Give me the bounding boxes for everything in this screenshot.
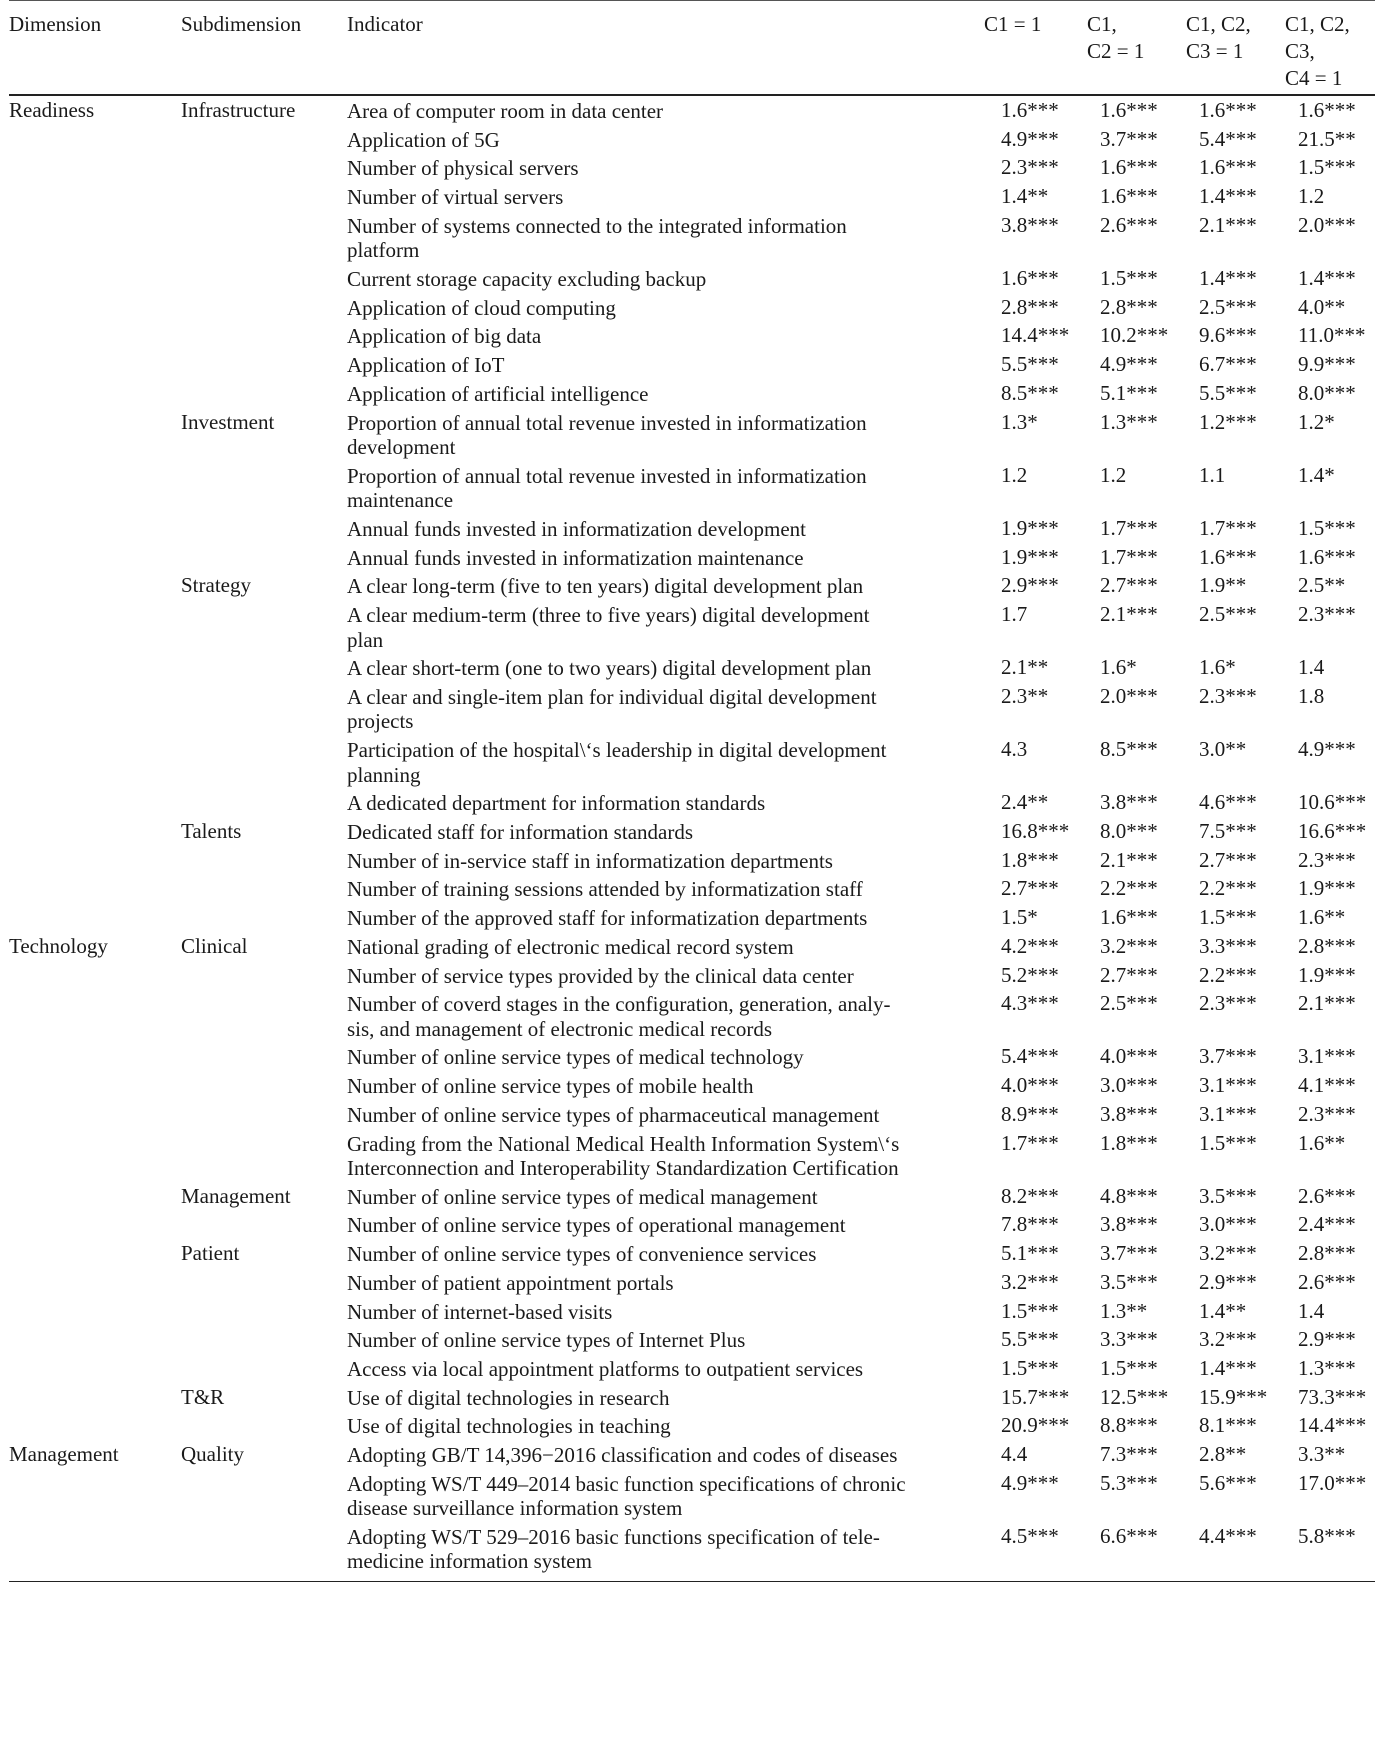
value-cell-c3: 1.4***: [1199, 266, 1257, 290]
value-cell-c1: 1.7: [1001, 602, 1028, 626]
table-row: [9, 876, 1375, 905]
indicator-cell: Number of training sessions attended by informatization staff: [347, 877, 863, 902]
value-cell-c3: 1.7***: [1199, 515, 1257, 540]
value-cell-c4: 1.2: [1298, 184, 1325, 209]
value-cell-c4: 1.2*: [1298, 409, 1335, 434]
value-cell-c1: 4.3***: [1001, 991, 1059, 1016]
results-table: [9, 0, 1375, 1574]
value-cell-c3: 1.6***: [1199, 544, 1257, 569]
value-cell-c4: 2.6***: [1298, 1183, 1356, 1208]
value-cell-c2: 2.5***: [1100, 991, 1158, 1016]
value-cell-c3: 8.1***: [1199, 1413, 1257, 1438]
value-cell-c3: 2.5***: [1199, 294, 1257, 319]
value-cell-c4: 21.5**: [1298, 126, 1356, 151]
value-cell-c3: 3.0***: [1199, 1212, 1257, 1237]
table-row: [9, 381, 1375, 410]
indicator-cell: Annual funds invested in informatization maintenance: [347, 545, 804, 570]
value-cell-c1: 2.9***: [1001, 573, 1059, 598]
value-cell-c2: 5.1***: [1100, 380, 1158, 405]
value-cell-c1: 2.7***: [1001, 876, 1059, 901]
value-cell-c3: 2.2***: [1199, 876, 1257, 901]
table-row: [9, 266, 1375, 295]
value-cell-c3: 1.6***: [1199, 155, 1257, 180]
value-cell-c1: 4.9***: [1001, 1470, 1059, 1495]
table-row: [9, 1442, 1375, 1471]
value-cell-c4: 4.9***: [1298, 737, 1356, 762]
table-row: [9, 655, 1375, 684]
value-cell-c3: 1.4**: [1199, 1298, 1247, 1323]
value-cell-c2: 2.6***: [1100, 212, 1158, 237]
value-cell-c4: 2.0***: [1298, 212, 1356, 237]
value-cell-c3: 2.7***: [1199, 847, 1257, 872]
indicator-cell: A clear medium-term (three to five years) digital development plan: [347, 603, 870, 652]
value-cell-c4: 2.8***: [1298, 1241, 1356, 1266]
value-cell-c4: 1.9***: [1298, 962, 1356, 987]
value-cell-c3: 3.2***: [1199, 1241, 1257, 1266]
value-cell-c4: 2.4***: [1298, 1212, 1356, 1237]
table-row: [9, 1241, 1375, 1270]
table-row: [9, 790, 1375, 819]
value-cell-c2: 6.6***: [1100, 1523, 1158, 1548]
indicator-cell: Number of online service types of operational management: [347, 1213, 846, 1238]
value-cell-c1: 2.8***: [1001, 294, 1059, 319]
table-row: [9, 127, 1375, 156]
indicator-cell: Number of physical servers: [347, 156, 579, 181]
header-dimension: Dimension: [9, 12, 102, 36]
value-cell-c2: 1.7***: [1100, 544, 1158, 569]
value-cell-c2: 1.3***: [1100, 409, 1158, 434]
indicator-cell: Participation of the hospital\‘s leadership in digital development planning: [347, 738, 887, 787]
value-cell-c1: 1.4**: [1001, 184, 1049, 209]
value-cell-c2: 2.7***: [1100, 962, 1158, 987]
indicator-cell: Application of cloud computing: [347, 295, 616, 320]
top-rule: [9, 0, 1375, 1]
value-cell-c4: 1.5***: [1298, 515, 1356, 540]
value-cell-c4: 1.4: [1298, 655, 1325, 680]
value-cell-c3: 1.6*: [1199, 655, 1236, 680]
value-cell-c2: 3.8***: [1100, 1101, 1158, 1126]
value-cell-c2: 1.2: [1100, 462, 1127, 487]
value-cell-c2: 5.3***: [1100, 1470, 1158, 1495]
value-cell-c3: 2.8**: [1199, 1442, 1247, 1466]
subdimension-cell: Investment: [181, 409, 275, 434]
value-cell-c3: 2.3***: [1199, 991, 1257, 1016]
table-row: [9, 737, 1375, 790]
value-cell-c4: 4.1***: [1298, 1073, 1356, 1098]
value-cell-c2: 8.0***: [1100, 819, 1158, 843]
indicator-cell: Number of the approved staff for informatization departments: [347, 906, 868, 931]
value-cell-c4: 4.0**: [1298, 294, 1346, 319]
value-cell-c4: 73.3***: [1298, 1384, 1367, 1409]
table-row: [9, 1471, 1375, 1524]
value-cell-c4: 10.6***: [1298, 790, 1367, 815]
table-row: [9, 98, 1375, 127]
indicator-cell: Number of systems connected to the integrated information platform: [347, 213, 847, 263]
value-cell-c1: 5.4***: [1001, 1044, 1059, 1069]
subdimension-cell: Patient: [181, 1241, 240, 1266]
indicator-cell: Proportion of annual total revenue invested in informatization development: [347, 410, 867, 459]
value-cell-c1: 4.9***: [1001, 126, 1059, 151]
value-cell-c2: 1.6***: [1100, 98, 1158, 122]
value-cell-c4: 2.1***: [1298, 991, 1356, 1016]
value-cell-c1: 1.5*: [1001, 905, 1038, 930]
table-row: [9, 352, 1375, 381]
indicator-cell: Dedicated staff for information standards: [347, 820, 693, 844]
indicator-cell: A clear and single-item plan for individual digital development projects: [347, 684, 877, 734]
table-row: [9, 1524, 1375, 1577]
indicator-cell: National grading of electronic medical record system: [347, 934, 794, 959]
value-cell-c4: 9.9***: [1298, 352, 1356, 377]
header-c1: C1 = 1: [984, 12, 1042, 36]
value-cell-c1: 1.5***: [1001, 1298, 1059, 1323]
value-cell-c1: 4.0***: [1001, 1073, 1059, 1098]
header-c4: C1, C2, C3, C4 = 1: [1285, 12, 1350, 90]
value-cell-c1: 1.3*: [1001, 409, 1038, 434]
value-cell-c3: 3.7***: [1199, 1044, 1257, 1069]
value-cell-c1: 5.1***: [1001, 1241, 1059, 1266]
header-indicator: Indicator: [347, 12, 423, 36]
value-cell-c1: 4.3: [1001, 737, 1028, 762]
value-cell-c1: 1.8***: [1001, 847, 1059, 872]
value-cell-c4: 1.4*: [1298, 462, 1335, 487]
table-row: [9, 991, 1375, 1044]
indicator-cell: Access via local appointment platforms to outpatient services: [347, 1356, 864, 1381]
value-cell-c1: 2.3***: [1001, 155, 1059, 180]
indicator-cell: Adopting WS/T 449–2014 basic function specifications of chronic disease surveillance information system: [347, 1471, 906, 1521]
value-cell-c3: 5.4***: [1199, 126, 1257, 151]
subdimension-cell: Strategy: [181, 573, 251, 598]
indicator-cell: Number of online service types of pharmaceutical management: [347, 1102, 880, 1127]
table-row: [9, 602, 1375, 655]
indicator-cell: Application of IoT: [347, 353, 505, 378]
value-cell-c2: 3.7***: [1100, 1241, 1158, 1266]
value-cell-c2: 3.3***: [1100, 1327, 1158, 1352]
indicator-cell: Use of digital technologies in teaching: [347, 1414, 671, 1439]
value-cell-c1: 4.5***: [1001, 1523, 1059, 1548]
value-cell-c4: 1.9***: [1298, 876, 1356, 901]
indicator-cell: Application of big data: [347, 324, 542, 349]
value-cell-c2: 4.9***: [1100, 352, 1158, 377]
dimension-cell: Management: [9, 1442, 119, 1466]
table-row: [9, 1184, 1375, 1213]
table-row: [9, 1327, 1375, 1356]
header-c2: C1, C2 = 1: [1087, 12, 1145, 63]
value-cell-c4: 8.0***: [1298, 380, 1356, 405]
value-cell-c2: 3.0***: [1100, 1073, 1158, 1098]
indicator-cell: Number of virtual servers: [347, 185, 564, 210]
value-cell-c2: 1.6***: [1100, 905, 1158, 930]
value-cell-c1: 1.9***: [1001, 515, 1059, 540]
value-cell-c1: 1.9***: [1001, 544, 1059, 569]
value-cell-c1: 20.9***: [1001, 1413, 1070, 1438]
value-cell-c4: 2.5**: [1298, 573, 1346, 598]
value-cell-c4: 1.6***: [1298, 98, 1356, 122]
indicator-cell: Annual funds invested in informatization development: [347, 516, 806, 541]
value-cell-c4: 16.6***: [1298, 819, 1367, 843]
indicator-cell: Number of patient appointment portals: [347, 1270, 674, 1295]
subdimension-cell: T&R: [181, 1384, 225, 1409]
indicator-cell: Number of online service types of mobile health: [347, 1074, 754, 1099]
indicator-cell: A clear long-term (five to ten years) digital development plan: [347, 574, 864, 599]
table-row: [9, 1131, 1375, 1184]
table-row: [9, 573, 1375, 602]
table-row: [9, 1385, 1375, 1414]
value-cell-c2: 3.7***: [1100, 126, 1158, 151]
value-cell-c3: 1.2***: [1199, 409, 1257, 434]
value-cell-c3: 3.1***: [1199, 1101, 1257, 1126]
value-cell-c2: 1.7***: [1100, 515, 1158, 540]
subdimension-cell: Infrastructure: [181, 98, 296, 122]
table-row: [9, 213, 1375, 266]
indicator-cell: A clear short-term (one to two years) digital development plan: [347, 656, 872, 681]
table-row: [9, 1270, 1375, 1299]
value-cell-c1: 2.3**: [1001, 683, 1049, 708]
value-cell-c3: 5.5***: [1199, 380, 1257, 405]
indicator-cell: Number of online service types of medical management: [347, 1184, 818, 1209]
value-cell-c3: 2.9***: [1199, 1269, 1257, 1294]
value-cell-c3: 1.9**: [1199, 573, 1247, 598]
value-cell-c4: 2.3***: [1298, 847, 1356, 872]
value-cell-c3: 7.5***: [1199, 819, 1257, 843]
table-row: [9, 934, 1375, 963]
indicator-cell: Adopting GB/T 14,396−2016 classification and codes of diseases: [347, 1443, 898, 1467]
indicator-cell: A dedicated department for information standards: [347, 791, 766, 816]
value-cell-c3: 2.2***: [1199, 962, 1257, 987]
value-cell-c3: 5.6***: [1199, 1470, 1257, 1495]
value-cell-c4: 1.5***: [1298, 155, 1356, 180]
value-cell-c2: 3.2***: [1100, 933, 1158, 958]
indicator-cell: Grading from the National Medical Health Information System\‘s Interconnection and Interoperability Standardization Certification: [347, 1131, 900, 1180]
value-cell-c2: 3.8***: [1100, 790, 1158, 815]
header-c3: C1, C2, C3 = 1: [1186, 12, 1251, 63]
value-cell-c1: 3.8***: [1001, 212, 1059, 237]
value-cell-c1: 5.2***: [1001, 962, 1059, 987]
value-cell-c1: 8.9***: [1001, 1101, 1059, 1126]
value-cell-c3: 1.1: [1199, 462, 1226, 487]
value-cell-c2: 1.3**: [1100, 1298, 1148, 1323]
indicator-cell: Number of internet-based visits: [347, 1299, 613, 1324]
table-row: [9, 819, 1375, 848]
value-cell-c2: 1.5***: [1100, 266, 1158, 290]
value-cell-c4: 1.6**: [1298, 1130, 1346, 1155]
header-subdimension: Subdimension: [181, 12, 302, 36]
value-cell-c1: 1.6***: [1001, 266, 1059, 290]
indicator-cell: Number of service types provided by the clinical data center: [347, 963, 854, 988]
value-cell-c3: 1.4***: [1199, 1355, 1257, 1380]
value-cell-c1: 2.4**: [1001, 790, 1049, 815]
value-cell-c3: 3.2***: [1199, 1327, 1257, 1352]
value-cell-c3: 3.5***: [1199, 1183, 1257, 1208]
table-row: [9, 516, 1375, 545]
table-row: [9, 684, 1375, 737]
table-row: [9, 963, 1375, 992]
value-cell-c3: 2.3***: [1199, 683, 1257, 708]
value-cell-c1: 1.5***: [1001, 1355, 1059, 1380]
value-cell-c3: 2.5***: [1199, 602, 1257, 626]
value-cell-c2: 4.8***: [1100, 1183, 1158, 1208]
table-row: [9, 410, 1375, 463]
table-row: [9, 848, 1375, 877]
value-cell-c1: 4.4: [1001, 1442, 1028, 1466]
value-cell-c2: 10.2***: [1100, 323, 1169, 348]
value-cell-c2: 1.5***: [1100, 1355, 1158, 1380]
indicator-cell: Application of artificial intelligence: [347, 381, 649, 406]
value-cell-c2: 2.7***: [1100, 573, 1158, 598]
indicator-cell: Number of in-service staff in informatization departments: [347, 848, 833, 873]
value-cell-c4: 1.4***: [1298, 266, 1356, 290]
value-cell-c1: 5.5***: [1001, 352, 1059, 377]
value-cell-c4: 2.3***: [1298, 1101, 1356, 1126]
value-cell-c2: 2.0***: [1100, 683, 1158, 708]
value-cell-c4: 14.4***: [1298, 1413, 1367, 1438]
value-cell-c1: 4.2***: [1001, 933, 1059, 958]
value-cell-c2: 1.6***: [1100, 155, 1158, 180]
table-row: [9, 1356, 1375, 1385]
subdimension-cell: Talents: [181, 819, 242, 843]
value-cell-c4: 17.0***: [1298, 1470, 1367, 1495]
indicator-cell: Current storage capacity excluding backup: [347, 267, 707, 291]
value-cell-c4: 1.3***: [1298, 1355, 1356, 1380]
value-cell-c3: 3.3***: [1199, 933, 1257, 958]
table-row: [9, 1044, 1375, 1073]
subdimension-cell: Management: [181, 1183, 291, 1208]
value-cell-c4: 5.8***: [1298, 1523, 1356, 1548]
table-row: [9, 905, 1375, 934]
indicator-cell: Adopting WS/T 529–2016 basic functions specification of tele- medicine information system: [347, 1524, 880, 1574]
value-cell-c2: 3.8***: [1100, 1212, 1158, 1237]
value-cell-c1: 1.2: [1001, 462, 1028, 487]
value-cell-c1: 8.2***: [1001, 1183, 1059, 1208]
value-cell-c3: 3.1***: [1199, 1073, 1257, 1098]
value-cell-c4: 1.6***: [1298, 544, 1356, 569]
value-cell-c1: 1.7***: [1001, 1130, 1059, 1155]
table-row: [9, 323, 1375, 352]
value-cell-c3: 1.5***: [1199, 1130, 1257, 1155]
value-cell-c1: 15.7***: [1001, 1384, 1070, 1409]
table-row: [9, 1212, 1375, 1241]
dimension-cell: Technology: [9, 933, 108, 958]
value-cell-c3: 4.4***: [1199, 1523, 1257, 1548]
dimension-cell: Readiness: [9, 98, 95, 122]
value-cell-c1: 7.8***: [1001, 1212, 1059, 1237]
value-cell-c2: 2.1***: [1100, 847, 1158, 872]
value-cell-c2: 2.2***: [1100, 876, 1158, 901]
value-cell-c3: 1.5***: [1199, 905, 1257, 930]
value-cell-c4: 3.3**: [1298, 1442, 1346, 1466]
indicator-cell: Number of online service types of Internet Plus: [347, 1328, 746, 1353]
table-row: [9, 463, 1375, 516]
value-cell-c1: 1.6***: [1001, 98, 1059, 122]
value-cell-c4: 1.8: [1298, 683, 1325, 708]
value-cell-c2: 8.5***: [1100, 737, 1158, 762]
value-cell-c2: 7.3***: [1100, 1442, 1158, 1466]
value-cell-c2: 1.6***: [1100, 184, 1158, 209]
value-cell-c3: 6.7***: [1199, 352, 1257, 377]
value-cell-c1: 5.5***: [1001, 1327, 1059, 1352]
value-cell-c2: 2.1***: [1100, 602, 1158, 626]
subdimension-cell: Quality: [181, 1442, 244, 1466]
value-cell-c2: 12.5***: [1100, 1384, 1169, 1409]
table-row: [9, 545, 1375, 574]
indicator-cell: Number of online service types of convenience services: [347, 1242, 817, 1267]
value-cell-c4: 2.9***: [1298, 1327, 1356, 1352]
value-cell-c2: 3.5***: [1100, 1269, 1158, 1294]
table-row: [9, 295, 1375, 324]
value-cell-c3: 9.6***: [1199, 323, 1257, 348]
table-row: [9, 1413, 1375, 1442]
bottom-rule: [9, 1581, 1375, 1582]
value-cell-c1: 14.4***: [1001, 323, 1070, 348]
value-cell-c4: 2.8***: [1298, 933, 1356, 958]
indicator-cell: Application of 5G: [347, 127, 500, 152]
value-cell-c2: 1.8***: [1100, 1130, 1158, 1155]
indicator-cell: Number of online service types of medical technology: [347, 1045, 804, 1070]
value-cell-c3: 3.0**: [1199, 737, 1247, 762]
value-cell-c2: 8.8***: [1100, 1413, 1158, 1438]
value-cell-c3: 15.9***: [1199, 1384, 1268, 1409]
indicator-cell: Area of computer room in data center: [347, 99, 664, 123]
value-cell-c2: 1.6*: [1100, 655, 1137, 680]
value-cell-c4: 2.6***: [1298, 1269, 1356, 1294]
value-cell-c3: 2.1***: [1199, 212, 1257, 237]
indicator-cell: Proportion of annual total revenue invested in informatization maintenance: [347, 463, 867, 513]
value-cell-c4: 2.3***: [1298, 602, 1356, 626]
table-row: [9, 1102, 1375, 1131]
table-row: [9, 1073, 1375, 1102]
value-cell-c3: 1.4***: [1199, 184, 1257, 209]
value-cell-c4: 1.4: [1298, 1298, 1325, 1323]
subdimension-cell: Clinical: [181, 933, 248, 958]
value-cell-c2: 2.8***: [1100, 294, 1158, 319]
value-cell-c4: 11.0***: [1298, 323, 1366, 348]
table-row: [9, 1299, 1375, 1328]
indicator-cell: Number of coverd stages in the configuration, generation, analy- sis, and management of electronic medical records: [347, 992, 891, 1041]
indicator-cell: Use of digital technologies in research: [347, 1385, 670, 1410]
value-cell-c1: 3.2***: [1001, 1269, 1059, 1294]
table-header: [9, 0, 1375, 96]
value-cell-c2: 4.0***: [1100, 1044, 1158, 1069]
table-row: [9, 155, 1375, 184]
value-cell-c1: 16.8***: [1001, 819, 1070, 843]
value-cell-c1: 2.1**: [1001, 655, 1049, 680]
value-cell-c4: 3.1***: [1298, 1044, 1356, 1069]
value-cell-c3: 1.6***: [1199, 98, 1257, 122]
value-cell-c3: 4.6***: [1199, 790, 1257, 815]
value-cell-c1: 8.5***: [1001, 380, 1059, 405]
table-row: [9, 184, 1375, 213]
value-cell-c4: 1.6**: [1298, 905, 1346, 930]
